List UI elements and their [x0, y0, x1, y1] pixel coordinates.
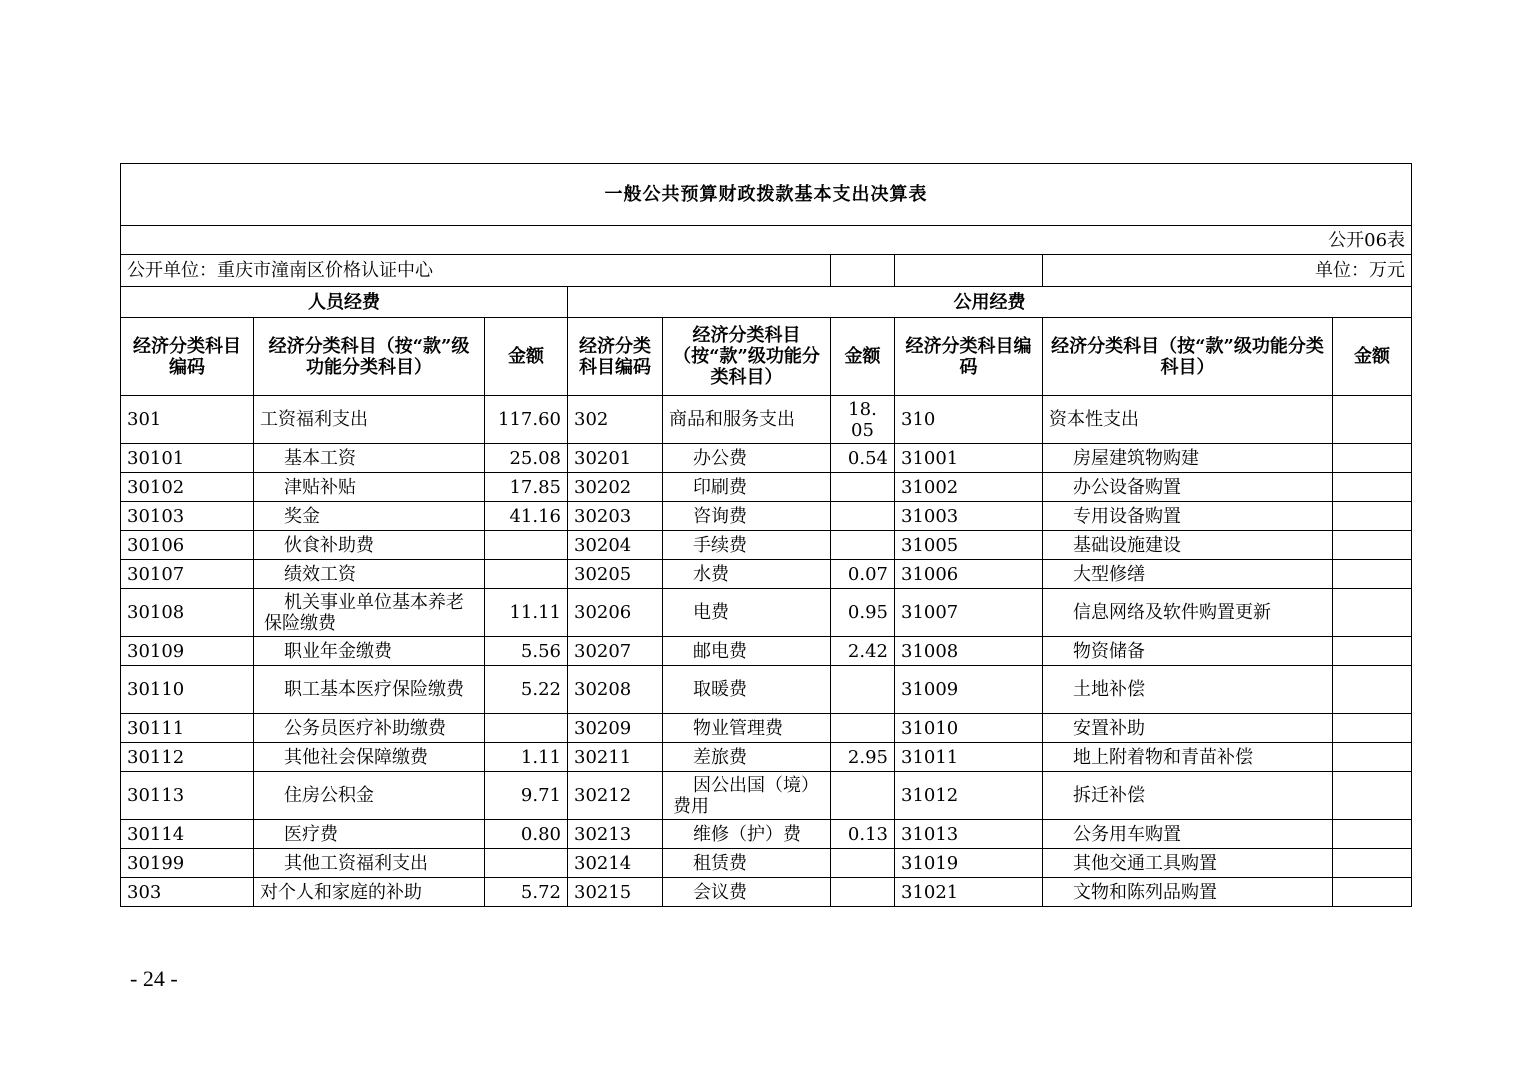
amount-cell [1333, 714, 1412, 743]
header-name: 经济分类科目（按“款”级功能分类科目） [1043, 318, 1333, 396]
amount-cell [485, 560, 568, 589]
code-cell: 31019 [895, 849, 1043, 878]
name-cell [663, 772, 831, 820]
amount-cell [831, 531, 895, 560]
code-cell: 30203 [568, 502, 663, 531]
blank-cell [895, 255, 1043, 287]
amount-cell: 2.42 [831, 637, 895, 666]
code-cell: 30204 [568, 531, 663, 560]
name-cell: 大型修缮 [1043, 560, 1333, 589]
expenditure-table [120, 163, 1412, 907]
blank-cell [831, 255, 895, 287]
code-cell: 30214 [568, 849, 663, 878]
amount-cell [831, 714, 895, 743]
code-cell: 31009 [895, 666, 1043, 714]
code-cell: 30110 [121, 666, 254, 714]
name-cell: 物资储备 [1043, 637, 1333, 666]
code-cell: 302 [568, 396, 663, 444]
amount-cell [1333, 531, 1412, 560]
amount-cell: 18.05 [831, 396, 895, 444]
name-text: 机关事业单位基本养老保险缴费 [264, 591, 464, 634]
amount-cell: 25.08 [485, 444, 568, 473]
name-cell: 资本性支出 [1043, 396, 1333, 444]
amount-cell [1333, 666, 1412, 714]
name-cell: 公务用车购置 [1043, 820, 1333, 849]
code-cell: 30205 [568, 560, 663, 589]
code-cell: 30202 [568, 473, 663, 502]
code-cell: 30209 [568, 714, 663, 743]
name-cell: 印刷费 [663, 473, 831, 502]
amount-cell: 2.95 [831, 743, 895, 772]
amount-cell [1333, 849, 1412, 878]
amount-cell: 117.60 [485, 396, 568, 444]
name-cell: 奖金 [254, 502, 485, 531]
name-cell: 办公费 [663, 444, 831, 473]
table-row [121, 772, 1412, 820]
header-code: 经济分类科目编码 [895, 318, 1043, 396]
amount-cell [1333, 560, 1412, 589]
name-cell: 手续费 [663, 531, 831, 560]
table-row [121, 666, 1412, 714]
amount-cell [485, 849, 568, 878]
code-cell: 310 [895, 396, 1043, 444]
name-cell: 基本工资 [254, 444, 485, 473]
amount-cell: 0.07 [831, 560, 895, 589]
name-cell: 工资福利支出 [254, 396, 485, 444]
name-cell: 其他社会保障缴费 [254, 743, 485, 772]
amount-cell [1333, 772, 1412, 820]
code-cell: 30114 [121, 820, 254, 849]
amount-cell: 5.72 [485, 878, 568, 907]
name-cell: 取暖费 [663, 666, 831, 714]
code-cell: 31002 [895, 473, 1043, 502]
code-cell: 31011 [895, 743, 1043, 772]
amount-cell [1333, 637, 1412, 666]
code-cell: 30215 [568, 878, 663, 907]
amount-cell [1333, 878, 1412, 907]
amount-cell [1333, 743, 1412, 772]
amount-cell [1333, 589, 1412, 637]
amount-cell: 41.16 [485, 502, 568, 531]
amount-cell [831, 772, 895, 820]
reporting-unit: 公开单位：重庆市潼南区价格认证中心 [121, 255, 831, 287]
section-personnel: 人员经费 [121, 287, 568, 318]
name-cell: 会议费 [663, 878, 831, 907]
code-cell: 31012 [895, 772, 1043, 820]
amount-cell [1333, 473, 1412, 502]
amount-cell: 0.54 [831, 444, 895, 473]
header-amount: 金额 [831, 318, 895, 396]
code-cell: 30106 [121, 531, 254, 560]
amount-cell [831, 878, 895, 907]
code-cell: 31021 [895, 878, 1043, 907]
name-cell: 维修（护）费 [663, 820, 831, 849]
section-public: 公用经费 [568, 287, 1412, 318]
code-cell: 303 [121, 878, 254, 907]
name-cell: 办公设备购置 [1043, 473, 1333, 502]
amount-cell: 1.11 [485, 743, 568, 772]
name-cell: 商品和服务支出 [663, 396, 831, 444]
name-cell: 物业管理费 [663, 714, 831, 743]
code-cell: 30213 [568, 820, 663, 849]
table-row [121, 820, 1412, 849]
table-row [121, 589, 1412, 637]
name-cell: 水费 [663, 560, 831, 589]
code-cell: 30113 [121, 772, 254, 820]
amount-cell: 0.13 [831, 820, 895, 849]
form-number: 公开06表 [121, 226, 1412, 255]
name-cell [254, 589, 485, 637]
table-row [121, 396, 1412, 444]
name-cell: 其他交通工具购置 [1043, 849, 1333, 878]
name-cell: 绩效工资 [254, 560, 485, 589]
code-cell: 31007 [895, 589, 1043, 637]
name-cell: 医疗费 [254, 820, 485, 849]
table-row [121, 560, 1412, 589]
header-amount: 金额 [1333, 318, 1412, 396]
code-cell: 30111 [121, 714, 254, 743]
amount-cell [831, 666, 895, 714]
name-cell: 职业年金缴费 [254, 637, 485, 666]
name-cell: 房屋建筑物购建 [1043, 444, 1333, 473]
amount-cell: 11.11 [485, 589, 568, 637]
name-cell: 差旅费 [663, 743, 831, 772]
name-cell: 电费 [663, 589, 831, 637]
code-cell: 30112 [121, 743, 254, 772]
code-cell: 30108 [121, 589, 254, 637]
table-row [121, 502, 1412, 531]
code-cell: 30109 [121, 637, 254, 666]
table-row [121, 849, 1412, 878]
name-cell: 邮电费 [663, 637, 831, 666]
name-cell [254, 666, 485, 714]
amount-cell [831, 502, 895, 531]
amount-cell: 9.71 [485, 772, 568, 820]
amount-cell [485, 714, 568, 743]
code-cell: 31013 [895, 820, 1043, 849]
code-cell: 30212 [568, 772, 663, 820]
name-cell: 租赁费 [663, 849, 831, 878]
name-cell: 对个人和家庭的补助 [254, 878, 485, 907]
name-cell: 咨询费 [663, 502, 831, 531]
amount-cell [485, 531, 568, 560]
code-cell: 31008 [895, 637, 1043, 666]
table-row [121, 743, 1412, 772]
amount-cell [1333, 820, 1412, 849]
name-cell: 津贴补贴 [254, 473, 485, 502]
table-row [121, 714, 1412, 743]
table-row [121, 637, 1412, 666]
amount-cell: 5.56 [485, 637, 568, 666]
header-code: 经济分类科目编码 [568, 318, 663, 396]
header-name: 经济分类科目（按“款”级功能分类科目） [254, 318, 485, 396]
unit-label: 单位：万元 [1043, 255, 1412, 287]
name-cell: 信息网络及软件购置更新 [1043, 589, 1333, 637]
name-cell: 住房公积金 [254, 772, 485, 820]
name-cell: 基础设施建设 [1043, 531, 1333, 560]
amount-cell [1333, 444, 1412, 473]
name-cell: 安置补助 [1043, 714, 1333, 743]
header-name: 经济分类科目（按“款”级功能分类科目） [663, 318, 831, 396]
amount-cell: 5.22 [485, 666, 568, 714]
code-cell: 30107 [121, 560, 254, 589]
amount-cell [1333, 502, 1412, 531]
name-text: 职工基本医疗保险缴费 [284, 679, 464, 700]
page-number: - 24 - [130, 966, 178, 991]
name-cell: 其他工资福利支出 [254, 849, 485, 878]
code-cell: 30211 [568, 743, 663, 772]
name-cell: 专用设备购置 [1043, 502, 1333, 531]
code-cell: 30102 [121, 473, 254, 502]
header-code: 经济分类科目编码 [121, 318, 254, 396]
code-cell: 30208 [568, 666, 663, 714]
code-cell: 31006 [895, 560, 1043, 589]
header-amount: 金额 [485, 318, 568, 396]
table-row [121, 878, 1412, 907]
amount-cell: 0.95 [831, 589, 895, 637]
code-cell: 31003 [895, 502, 1043, 531]
code-cell: 30206 [568, 589, 663, 637]
name-text: 因公出国（境）费用 [673, 774, 819, 817]
table-row [121, 444, 1412, 473]
amount-cell: 0.80 [485, 820, 568, 849]
code-cell: 30103 [121, 502, 254, 531]
code-cell: 30199 [121, 849, 254, 878]
table-row [121, 473, 1412, 502]
code-cell: 30101 [121, 444, 254, 473]
name-cell: 地上附着物和青苗补偿 [1043, 743, 1333, 772]
code-cell: 30207 [568, 637, 663, 666]
name-cell: 文物和陈列品购置 [1043, 878, 1333, 907]
amount-cell [1333, 396, 1412, 444]
amount-cell [831, 849, 895, 878]
table-title: 一般公共预算财政拨款基本支出决算表 [121, 164, 1412, 226]
name-cell: 土地补偿 [1043, 666, 1333, 714]
code-cell: 30201 [568, 444, 663, 473]
code-cell: 31005 [895, 531, 1043, 560]
code-cell: 31010 [895, 714, 1043, 743]
amount-cell [831, 473, 895, 502]
code-cell: 301 [121, 396, 254, 444]
name-cell: 伙食补助费 [254, 531, 485, 560]
name-cell: 公务员医疗补助缴费 [254, 714, 485, 743]
name-cell: 拆迁补偿 [1043, 772, 1333, 820]
amount-cell: 17.85 [485, 473, 568, 502]
code-cell: 31001 [895, 444, 1043, 473]
table-row [121, 531, 1412, 560]
